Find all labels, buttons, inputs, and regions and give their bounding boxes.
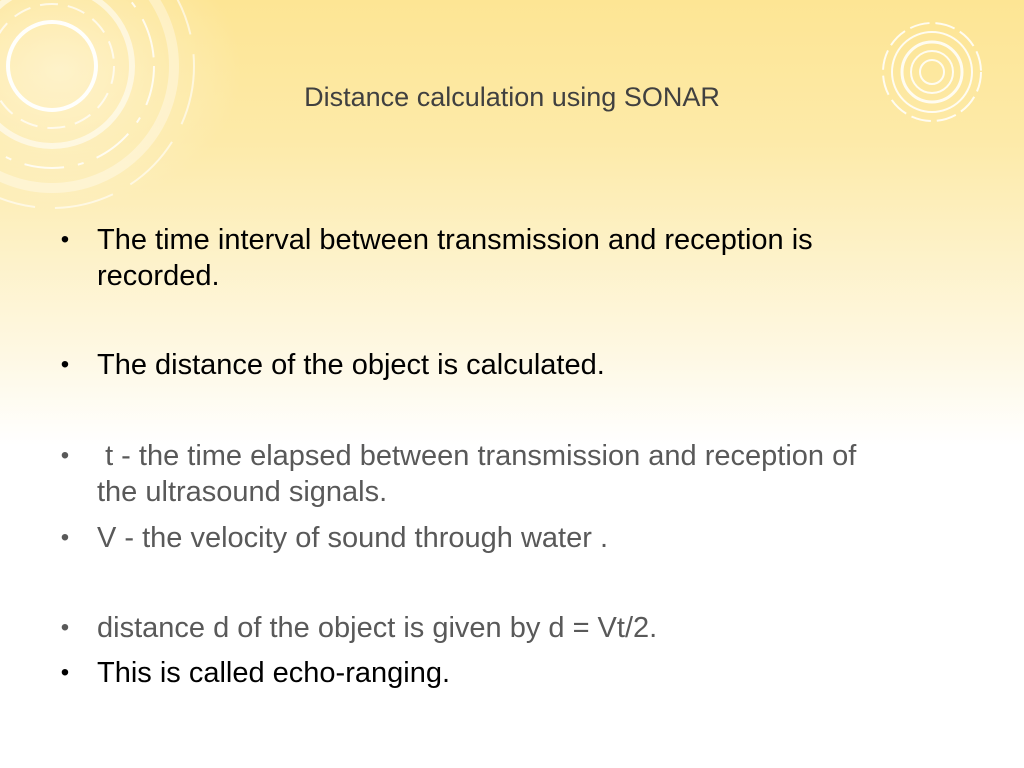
slide-title: Distance calculation using SONAR	[304, 82, 720, 112]
bullet-item	[55, 655, 895, 691]
bullet-marker: •	[60, 524, 70, 551]
bullet-item	[55, 438, 895, 510]
bullet-item	[55, 610, 895, 646]
bullet-marker: •	[60, 351, 70, 378]
bullet-text: V - the velocity of sound through water .	[97, 522, 608, 554]
bullet-text: The time interval between transmission and reception is recorded.	[97, 224, 821, 292]
bullet-marker: •	[60, 614, 70, 641]
bullet-item	[55, 347, 895, 383]
bullet-text: The distance of the object is calculated.	[97, 349, 605, 381]
bullet-marker: •	[60, 659, 70, 686]
bullet-marker: •	[60, 442, 70, 469]
bullet-item	[55, 520, 895, 556]
bullet-marker: •	[60, 226, 70, 253]
bullet-text: This is called echo-ranging.	[97, 657, 451, 689]
bullet-text: distance d of the object is given by d = Vt/2.	[97, 612, 658, 644]
bullet-text: t - the time elapsed between transmission and reception of the ultrasound signals.	[97, 440, 865, 508]
bullet-item	[55, 222, 895, 294]
